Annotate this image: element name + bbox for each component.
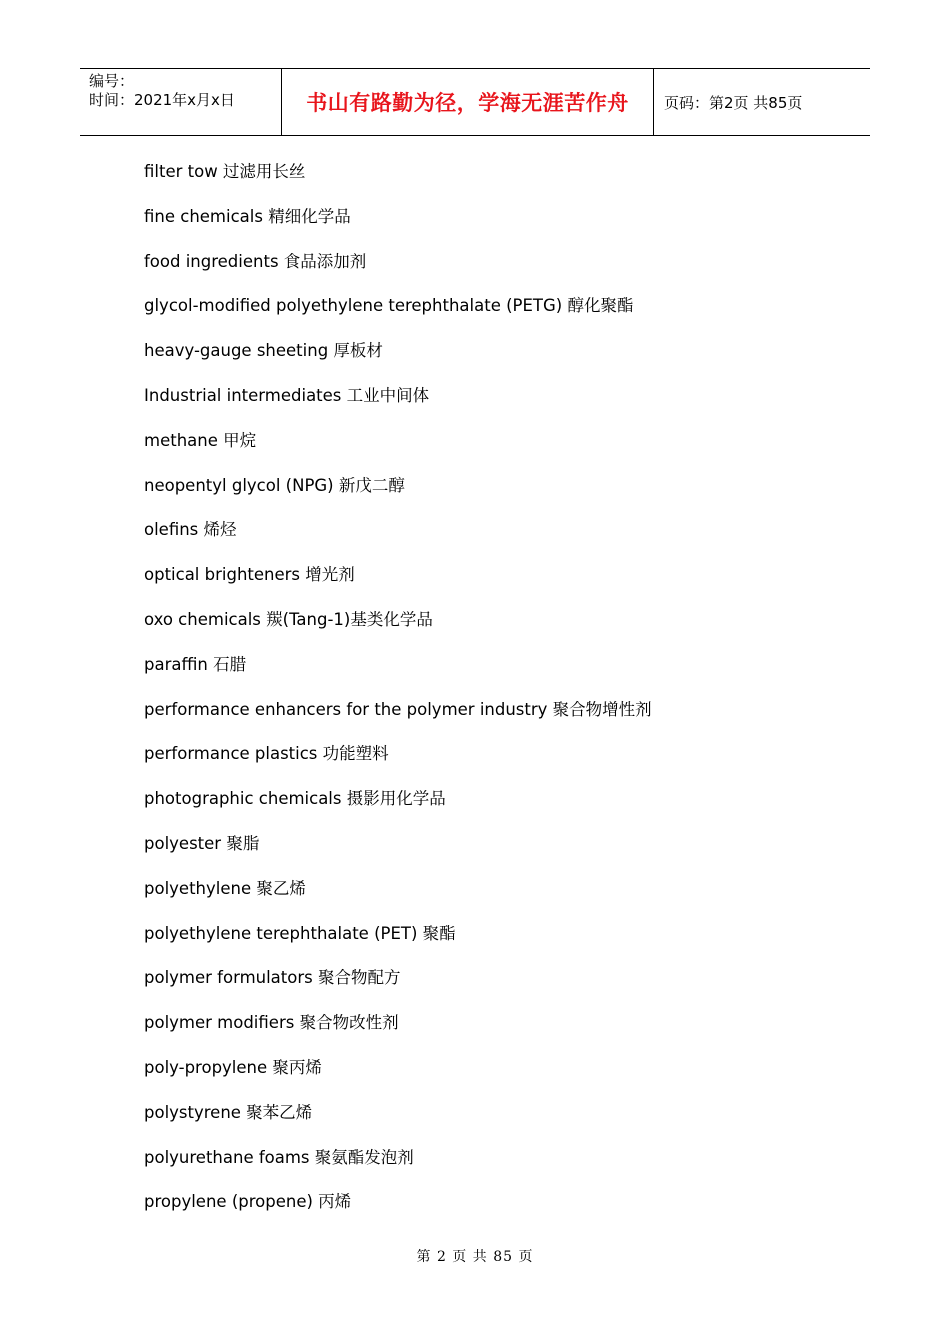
glossary-entry: paraffin 石腊 xyxy=(144,654,247,674)
time-label: 时间：2021年x月x日 xyxy=(89,91,235,109)
glossary-entry: polymer modifiers 聚合物改性剂 xyxy=(144,1013,399,1033)
header-meta xyxy=(80,69,281,135)
glossary-entry: poly-propylene 聚丙烯 xyxy=(144,1057,322,1077)
page-header xyxy=(80,68,870,136)
glossary-entry: olefins 烯烃 xyxy=(144,520,237,540)
glossary-entry: propylene (propene) 丙烯 xyxy=(144,1192,352,1212)
header-page-info xyxy=(654,69,870,135)
glossary-entry: polymer formulators 聚合物配方 xyxy=(144,968,401,988)
glossary-entry: methane 甲烷 xyxy=(144,430,257,450)
glossary-entry: filter tow 过滤用长丝 xyxy=(144,162,306,181)
page-info-text: 页码：第2页 共85页 xyxy=(664,93,803,112)
glossary-entry: performance plastics 功能塑料 xyxy=(144,744,389,764)
glossary-entry: glycol-modified polyethylene terephthalate (PETG) 醇化聚酯 xyxy=(144,296,634,316)
page-footer xyxy=(0,1246,950,1266)
header-motto-cell xyxy=(281,69,654,135)
glossary-entry: performance enhancers for the polymer industry 聚合物增性剂 xyxy=(144,699,652,719)
glossary-list xyxy=(144,156,652,1231)
glossary-entry: optical brighteners 增光剂 xyxy=(144,565,355,585)
footer-page-number: 第 2 页 共 85 页 xyxy=(416,1249,534,1265)
glossary-entry: polyethylene 聚乙烯 xyxy=(144,878,306,898)
glossary-entry: neopentyl glycol (NPG) 新戊二醇 xyxy=(144,475,405,495)
glossary-entry: polystyrene 聚苯乙烯 xyxy=(144,1102,313,1122)
glossary-entry: food ingredients 食品添加剂 xyxy=(144,251,367,271)
motto-text: 书山有路勤为径，学海无涯苦作舟 xyxy=(306,91,629,115)
glossary-entry: oxo chemicals 羰(Tang-1)基类化学品 xyxy=(144,609,433,629)
glossary-entry: photographic chemicals 摄影用化学品 xyxy=(144,789,446,809)
number-label: 编号： xyxy=(89,72,135,90)
glossary-entry: polyester 聚脂 xyxy=(144,833,260,853)
glossary-entry: Industrial intermediates 工业中间体 xyxy=(144,385,430,405)
glossary-entry: polyurethane foams 聚氨酯发泡剂 xyxy=(144,1147,414,1167)
glossary-entry: polyethylene terephthalate (PET) 聚酯 xyxy=(144,923,456,943)
glossary-entry: heavy-gauge sheeting 厚板材 xyxy=(144,341,383,361)
glossary-entry: fine chemicals 精细化学品 xyxy=(144,206,351,226)
